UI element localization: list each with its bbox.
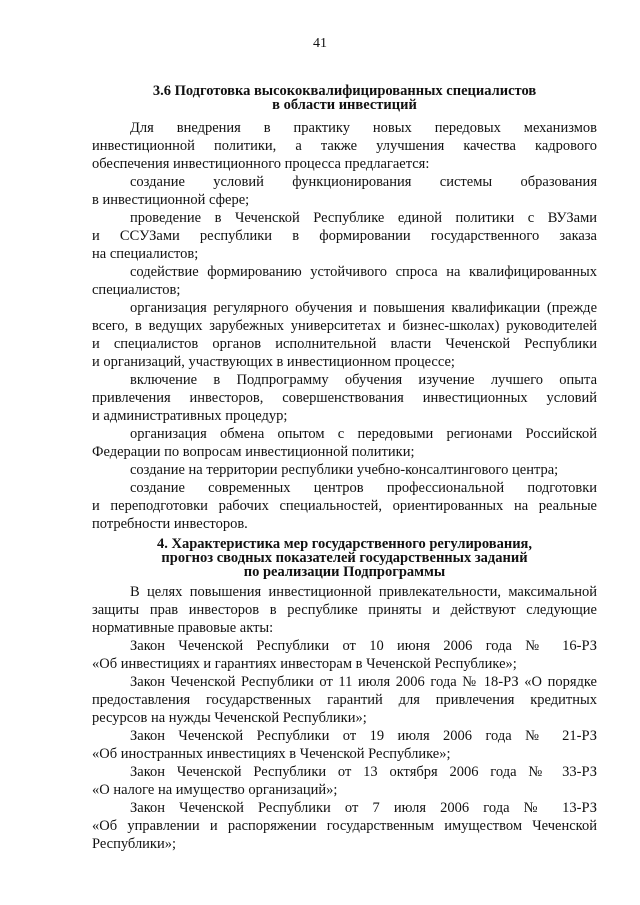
text-line: защиты прав инвесторов в республике приняты и действуют следующие <box>92 602 597 618</box>
text-line: Федерации по вопросам инвестиционной политики; <box>92 444 415 460</box>
text-line: ресурсов на нужды Чеченской Республики»; <box>92 710 367 726</box>
page-number: 41 <box>313 36 327 51</box>
text-line: создание современных центров профессиональной подготовки <box>130 480 597 496</box>
section-4-title-line: 4. Характеристика мер государственного регулирования, <box>156 536 533 552</box>
section-3-6-title-line: 3.6 Подготовка высококвалифицированных специалистов <box>152 83 537 99</box>
text-line: Закон Чеченской Республики от 13 октября 2006 года № 33-РЗ <box>130 764 597 780</box>
text-line: создание условий функционирования системы образования <box>130 174 597 190</box>
text-line: Закон Чеченской Республики от 19 июля 2006 года № 21-РЗ <box>130 728 597 744</box>
text-line: Закон Чеченской Республики от 10 июня 2006 года № 16-РЗ <box>130 638 597 654</box>
text-line: потребности инвесторов. <box>92 516 248 532</box>
text-line: и организаций, участвующих в инвестиционном процессе; <box>92 354 455 370</box>
text-line: проведение в Чеченской Республике единой политики с ВУЗами <box>130 210 597 226</box>
text-line: содействие формированию устойчивого спроса на квалифицированных <box>130 264 597 280</box>
section-4-title-line: по реализации Подпрограммы <box>243 564 446 580</box>
text-line: обеспечения инвестиционного процесса предлагается: <box>92 156 430 172</box>
text-line: и ССУЗами республики в формировании государственного заказа <box>92 228 597 244</box>
text-line: «Об иностранных инвестициях в Чеченской Республике»; <box>92 746 451 762</box>
text-line: В целях повышения инвестиционной привлекательности, максимальной <box>130 584 597 600</box>
text-line: и административных процедур; <box>92 408 288 424</box>
text-line: всего, в ведущих зарубежных университетах и бизнес-школах) руководителей <box>92 318 597 334</box>
text-line: создание на территории республики учебно-консалтингового центра; <box>130 462 559 478</box>
text-line: в инвестиционной сфере; <box>92 192 250 208</box>
text-line: включение в Подпрограмму обучения изучение лучшего опыта <box>130 372 597 388</box>
text-line: «О налоге на имущество организаций»; <box>92 782 338 798</box>
text-line: нормативные правовые акты: <box>92 620 274 636</box>
section-3-6-title-line: в области инвестиций <box>272 97 417 113</box>
text-line: инвестиционной политики, а также улучшения качества кадрового <box>92 138 597 154</box>
text-line: привлечения инвесторов, совершенствования инвестиционных условий <box>92 390 597 406</box>
text-line: Закон Чеченской Республики от 7 июля 2006 года № 13-РЗ <box>130 800 597 816</box>
text-line: Закон Чеченской Республики от 11 июля 2006 года № 18-РЗ «О порядке <box>130 674 597 690</box>
text-line: специалистов; <box>92 282 181 298</box>
text-line: Для внедрения в практику новых передовых механизмов <box>130 120 597 136</box>
section-4-title-line: прогноз сводных показателей государственных заданий <box>161 550 528 566</box>
text-line: на специалистов; <box>92 246 199 262</box>
text-line: предоставления государственных гарантий для привлечения кредитных <box>92 692 597 708</box>
text-line: и переподготовки рабочих специальностей, ориентированных на реальные <box>92 498 597 514</box>
text-line: организация обмена опытом с передовыми регионами Российской <box>130 426 597 442</box>
text-line: «Об управлении и распоряжении государственным имуществом Чеченской <box>92 818 597 834</box>
text-line: Республики»; <box>92 836 177 852</box>
text-line: и специалистов органов исполнительной власти Чеченской Республики <box>92 336 597 352</box>
text-line: «Об инвестициях и гарантиях инвесторам в Чеченской Республике»; <box>92 656 517 672</box>
text-line: организация регулярного обучения и повышения квалификации (прежде <box>130 300 597 316</box>
